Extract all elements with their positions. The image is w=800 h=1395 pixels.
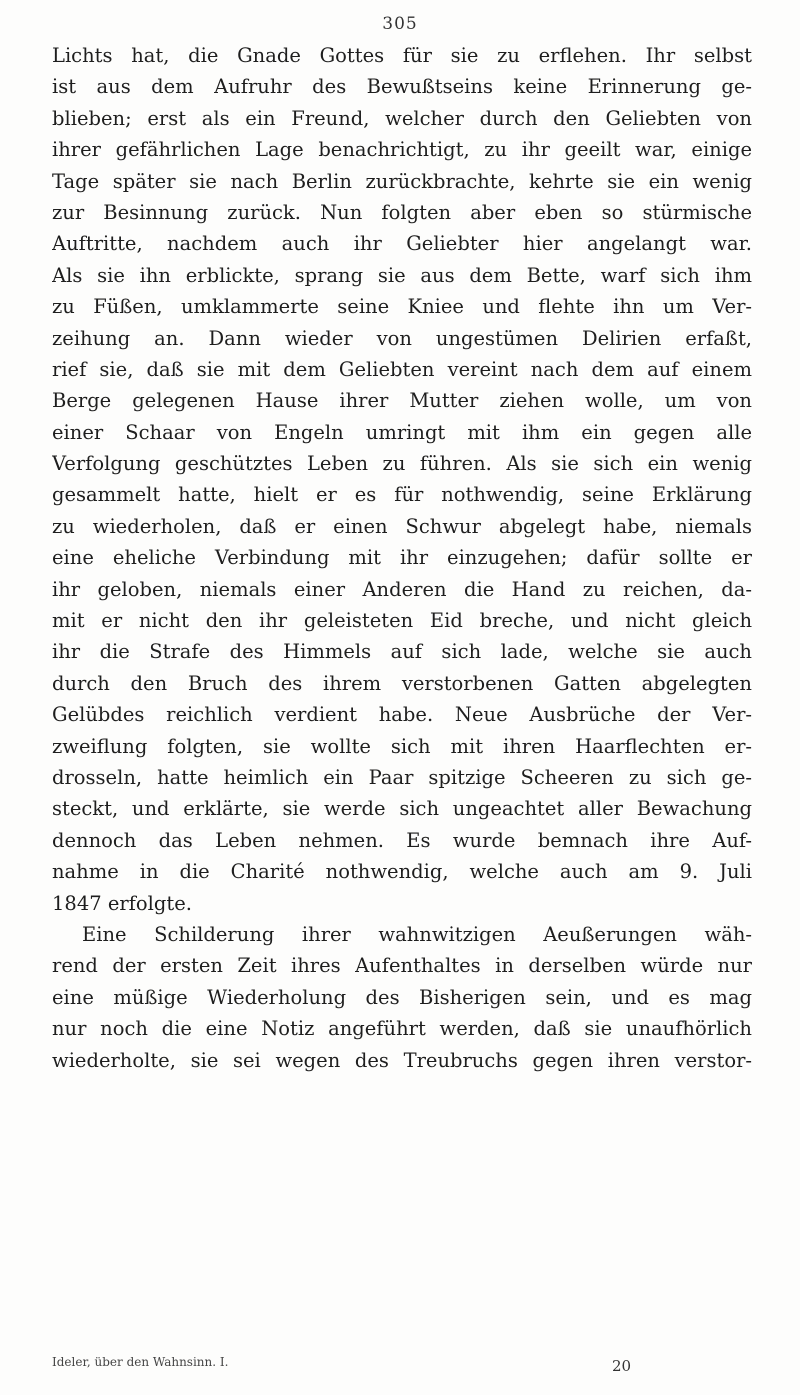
text-line: mit er nicht den ihr geleisteten Eid breche, und nicht gleich xyxy=(52,609,752,633)
text-line: dennoch das Leben nehmen. Es wurde bemnach ihre Auf- xyxy=(52,828,752,852)
page-footer xyxy=(52,1351,752,1375)
sheet-signature: 20 xyxy=(612,1357,632,1375)
page-number: 305 xyxy=(382,14,418,34)
text-line: drosseln, hatte heimlich ein Paar spitzige Scheeren zu sich ge- xyxy=(52,765,752,789)
body-text xyxy=(52,40,752,1076)
text-line: durch den Bruch des ihrem verstorbenen Gatten abgelegten xyxy=(52,671,752,695)
text-line: gesammelt hatte, hielt er es für nothwendig, seine Erklärung xyxy=(52,483,752,507)
text-line: zu wiederholen, daß er einen Schwur abgelegt habe, niemals xyxy=(52,514,752,538)
text-line: steckt, und erklärte, sie werde sich ungeachtet aller Bewachung xyxy=(52,797,752,821)
text-line: rend der ersten Zeit ihres Aufenthaltes in derselben würde nur xyxy=(52,954,752,978)
text-line: Als sie ihn erblickte, sprang sie aus dem Bette, warf sich ihm xyxy=(52,263,752,287)
text-line: ihr die Strafe des Himmels auf sich lade, welche sie auch xyxy=(52,640,752,664)
text-line: wiederholte, sie sei wegen des Treubruchs gegen ihren verstor- xyxy=(52,1048,752,1072)
text-line: nahme in die Charité nothwendig, welche auch am 9. Juli xyxy=(52,860,752,884)
footer-running-title: Ideler, über den Wahnsinn. I. xyxy=(52,1355,229,1369)
text-line: rief sie, daß sie mit dem Geliebten vereint nach dem auf einem xyxy=(52,357,752,381)
text-line: Berge gelegenen Hause ihrer Mutter ziehen wolle, um von xyxy=(52,389,752,413)
text-line: zu Füßen, umklammerte seine Kniee und flehte ihn um Ver- xyxy=(52,295,752,319)
text-line: Tage später sie nach Berlin zurückbrachte, kehrte sie ein wenig xyxy=(52,169,752,193)
text-line: ist aus dem Aufruhr des Bewußtseins keine Erinnerung ge- xyxy=(52,75,752,99)
text-line: nur noch die eine Notiz angeführt werden, daß sie unaufhörlich xyxy=(52,1017,752,1041)
text-line: Verfolgung geschütztes Leben zu führen. Als sie sich ein wenig xyxy=(52,452,752,476)
text-line: blieben; erst als ein Freund, welcher durch den Geliebten von xyxy=(52,106,752,130)
text-line: Lichts hat, die Gnade Gottes für sie zu erflehen. Ihr selbst xyxy=(52,44,752,67)
text-line: zur Besinnung zurück. Nun folgten aber eben so stürmische xyxy=(52,200,752,224)
text-line: eine eheliche Verbindung mit ihr einzugehen; dafür sollte er xyxy=(52,546,752,570)
text-line: einer Schaar von Engeln umringt mit ihm ein gegen alle xyxy=(52,420,752,444)
text-line: ihrer gefährlichen Lage benachrichtigt, zu ihr geeilt war, einige xyxy=(52,138,752,162)
text-line: Eine Schilderung ihrer wahnwitzigen Aeußerungen wäh- xyxy=(82,922,752,946)
text-line: Gelübdes reichlich verdient habe. Neue Ausbrüche der Ver- xyxy=(52,703,752,727)
text-line: ihr geloben, niemals einer Anderen die Hand zu reichen, da- xyxy=(52,577,752,601)
text-line: zweiflung folgten, sie wollte sich mit ihren Haarflechten er- xyxy=(52,734,752,758)
text-line: Auftritte, nachdem auch ihr Geliebter hier angelangt war. xyxy=(52,232,752,256)
text-line: zeihung an. Dann wieder von ungestümen Delirien erfaßt, xyxy=(52,326,752,350)
text-line: eine müßige Wiederholung des Bisherigen sein, und es mag xyxy=(52,985,752,1009)
text-line: 1847 erfolgte. xyxy=(52,891,192,915)
